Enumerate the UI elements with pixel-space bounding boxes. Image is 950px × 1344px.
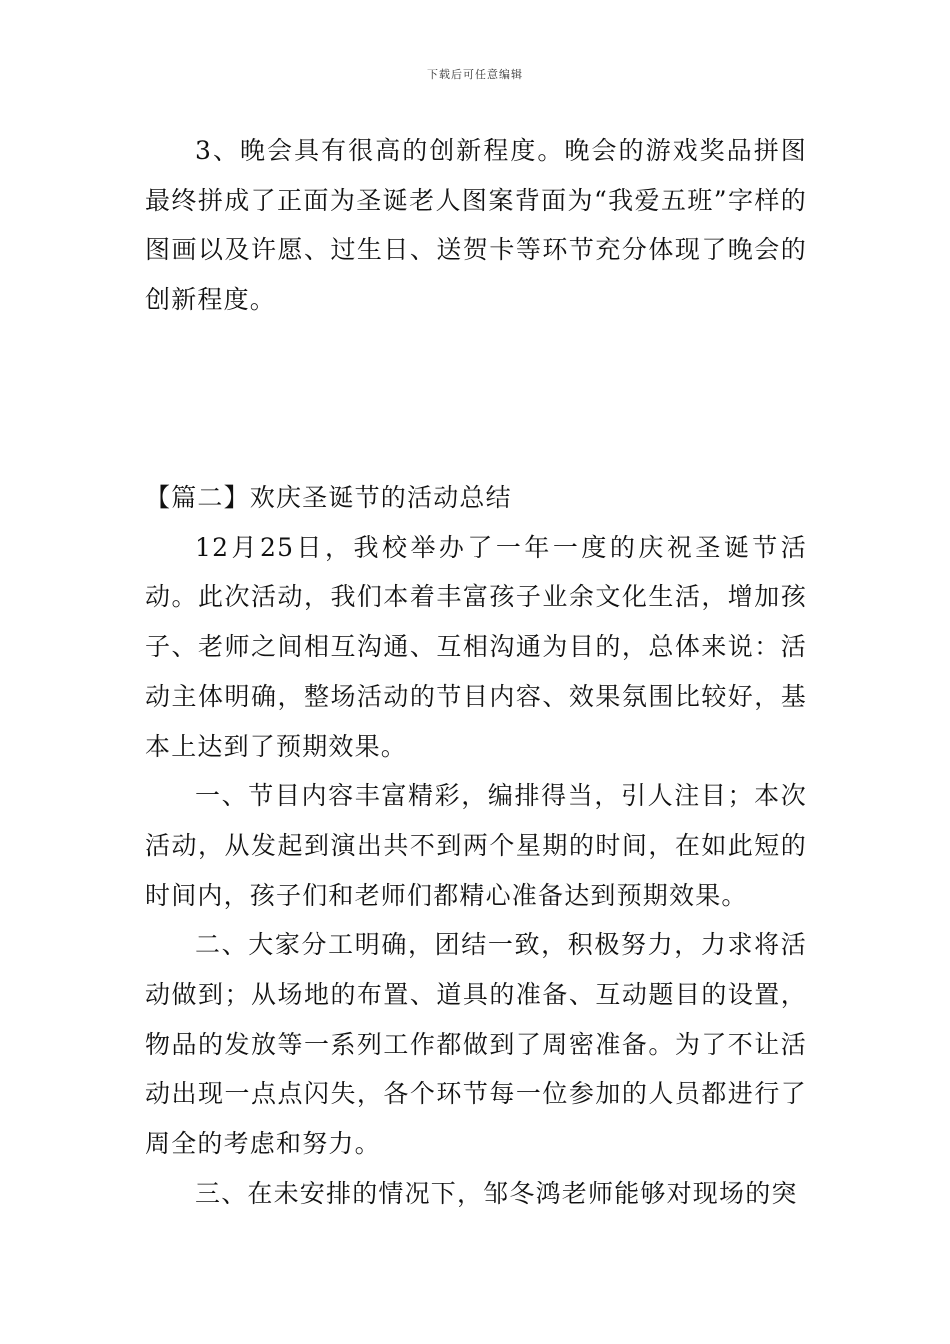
paragraph-point-2: 二、大家分工明确，团结一致，积极努力，力求将活动做到；从场地的布置、道具的准备、互动题目的设置，物品的发放等一系列工作都做到了周密准备。为了不让活动出现一点点闪失，各个环节每一位参加的人员都进行了周全的考虑和努力。 bbox=[145, 930, 807, 1159]
top-section bbox=[145, 126, 807, 325]
section-title: 【篇二】欢庆圣诞节的活动总结 bbox=[145, 483, 512, 512]
article-section bbox=[145, 473, 807, 1219]
paragraph-point-1: 一、节目内容丰富精彩，编排得当，引人注目；本次活动，从发起到演出共不到两个星期的时间，在如此短的时间内，孩子们和老师们都精心准备达到预期效果。 bbox=[145, 781, 807, 910]
download-note: 下载后可任意编辑 bbox=[427, 68, 523, 81]
paragraph-intro: 12月25日，我校举办了一年一度的庆祝圣诞节活动。此次活动，我们本着丰富孩子业余文化生活，增加孩子、老师之间相互沟通、互相沟通为目的，总体来说：活动主体明确，整场活动的节目内容、效果氛围比较好，基本上达到了预期效果。 bbox=[145, 532, 807, 761]
paragraph-innovation: 3、晚会具有很高的创新程度。晚会的游戏奖品拼图最终拼成了正面为圣诞老人图案背面为“我爱五班”字样的图画以及许愿、过生日、送贺卡等环节充分体现了晚会的创新程度。 bbox=[145, 136, 807, 315]
paragraph-point-3: 三、在未安排的情况下，邹冬鸿老师能够对现场的突 bbox=[195, 1178, 798, 1208]
